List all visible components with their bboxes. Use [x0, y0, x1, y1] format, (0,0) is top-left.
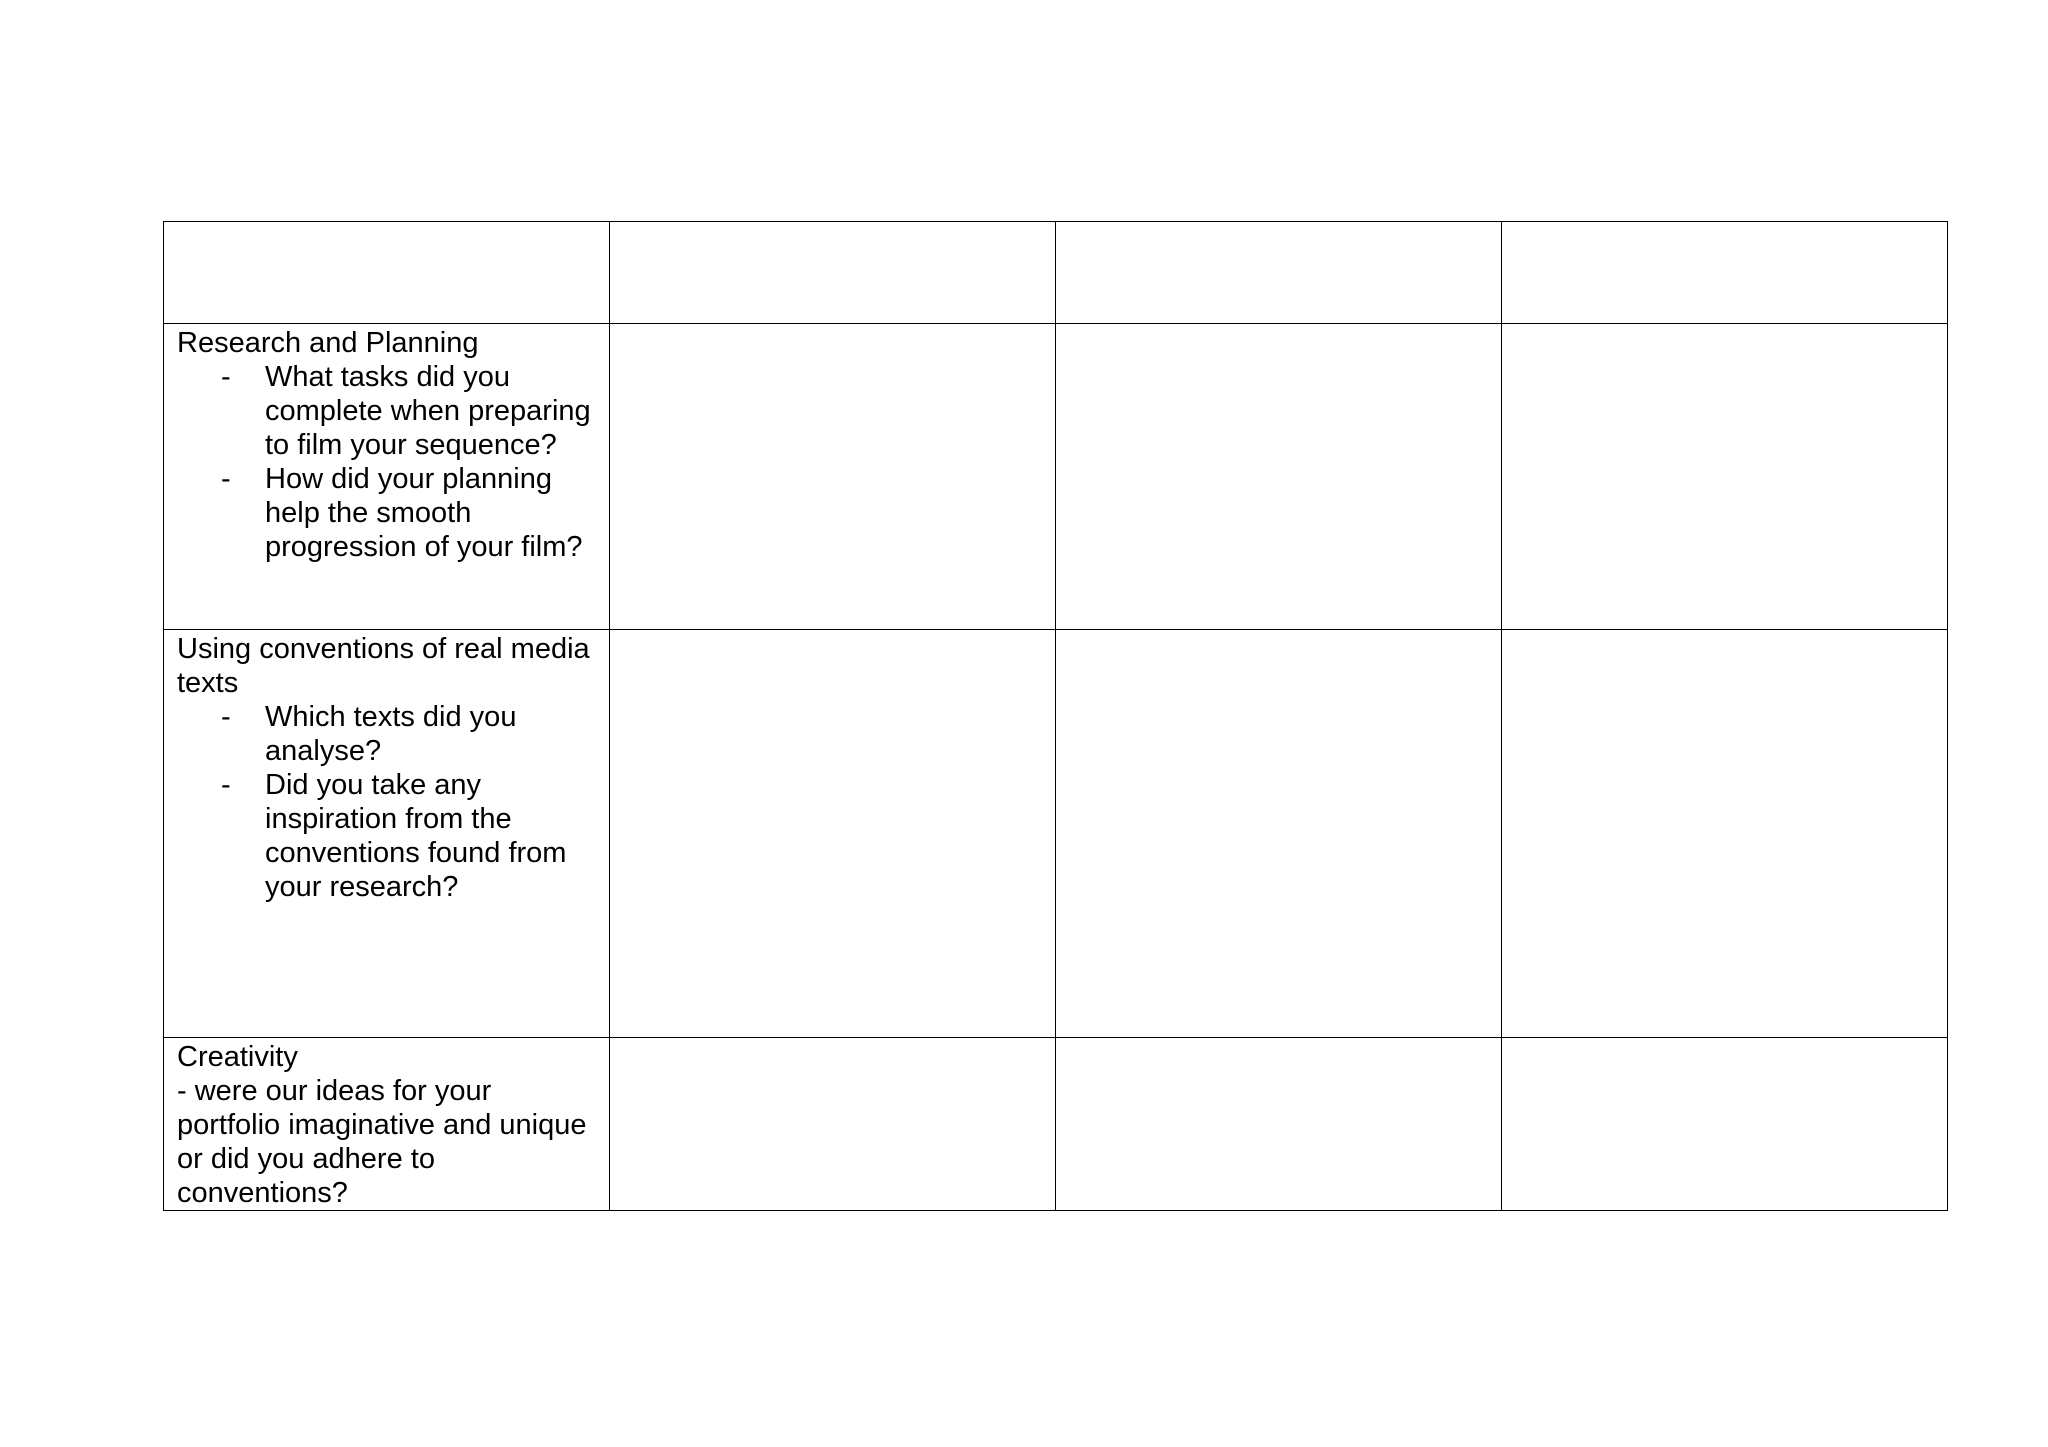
header-cell-3[interactable] [1056, 222, 1502, 324]
dash-marker: - [221, 701, 231, 733]
criteria-question [177, 462, 599, 564]
answer-cell[interactable] [610, 324, 1056, 630]
table-row-research-planning [164, 324, 1948, 630]
answer-cell[interactable] [1056, 324, 1502, 630]
header-cell-1[interactable] [164, 222, 610, 324]
criteria-title: Using conventions of real media texts [177, 633, 590, 699]
answer-cell[interactable] [610, 1038, 1056, 1211]
question-text: How did your planning help the smooth progression of your film? [265, 463, 583, 563]
evaluation-table [163, 221, 1948, 1211]
answer-cell[interactable] [1502, 324, 1948, 630]
criteria-cell-research-planning [164, 324, 610, 630]
criteria-question-list [177, 700, 599, 904]
table-header-row [164, 222, 1948, 324]
criteria-question [177, 768, 599, 904]
question-text: What tasks did you complete when preparing to film your sequence? [265, 361, 591, 461]
answer-cell[interactable] [1502, 630, 1948, 1038]
answer-cell[interactable] [1502, 1038, 1948, 1211]
criteria-question-text: - were our ideas for your portfolio imaginative and unique or did you adhere to conventions? [177, 1075, 587, 1209]
answer-cell[interactable] [610, 630, 1056, 1038]
table-row-conventions [164, 630, 1948, 1038]
dash-marker: - [221, 769, 231, 801]
answer-cell[interactable] [1056, 630, 1502, 1038]
criteria-cell-creativity [164, 1038, 610, 1211]
dash-marker: - [221, 463, 231, 495]
header-cell-4[interactable] [1502, 222, 1948, 324]
criteria-question [177, 700, 599, 768]
criteria-title: Research and Planning [177, 327, 479, 359]
answer-cell[interactable] [1056, 1038, 1502, 1211]
question-text: Which texts did you analyse? [265, 701, 517, 767]
criteria-title: Creativity [177, 1041, 298, 1073]
criteria-question-list [177, 360, 599, 564]
table-row-creativity [164, 1038, 1948, 1211]
criteria-cell-conventions [164, 630, 610, 1038]
criteria-question [177, 360, 599, 462]
dash-marker: - [221, 361, 231, 393]
header-cell-2[interactable] [610, 222, 1056, 324]
question-text: Did you take any inspiration from the conventions found from your research? [265, 769, 567, 903]
